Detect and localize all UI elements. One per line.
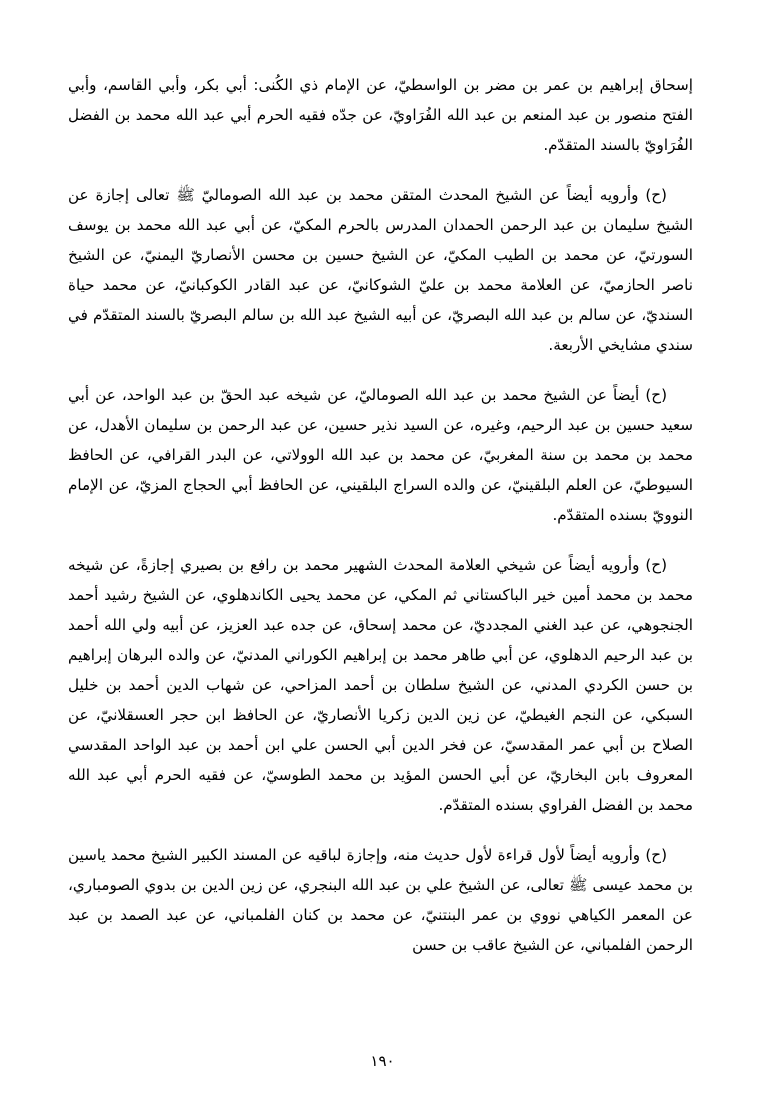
- page-body: [68, 70, 693, 960]
- paragraph-3: (ح) أيضاً عن الشيخ محمد بن عبد الله الصوماليّ، عن شيخه عبد الحقّ بن عبد الواحد، عن أبي سعيد حسين بن عبد الرحيم، وغيره، عن السيد نذير حسين، عن عبد الرحمن بن سليمان الأهدل، عن محمد بن محمد بن سنة المغربيّ، عن محمد بن عبد الله الوولاتي، عن البدر القرافي، عن الحافظ السيوطيّ، عن العلم البلقينيّ، عن والده السراج البلقيني، عن الحافظ أبي الحجاج المزيّ، عن الإمام النوويّ بسنده المتقدّم.: [68, 386, 693, 524]
- paragraph-5: (ح) وأرويه أيضاً لأول قراءة لأول حديث منه، وإجازة لباقيه عن المسند الكبير الشيخ محمد ياسين بن محمد عيسى ﷺ تعالى، عن الشيخ علي بن عبد الله البنجري، عن زين الدين بن بدوي الصومباري، عن المعمر الكياهي نووي بن عمر البنتنيّ، عن محمد بن كنان الفلمباني، عن عبد الصمد بن عبد الرحمن الفلمباني، عن الشيخ عاقب بن حسن: [68, 846, 693, 954]
- paragraph-1: إسحاق إبراهيم بن عمر بن مضر بن الواسطيّ، عن الإمام ذي الكُنى: أبي بكر، وأبي القاسم، وأبي الفتح منصور بن عبد المنعم بن عبد الله الفُرَاويّ، عن جدّه فقيه الحرم أبي عبد الله محمد بن الفضل الفُرَاويّ بالسند المتقدّم.: [68, 76, 693, 154]
- page-number: ١٩٠: [370, 1052, 395, 1070]
- paragraph-4: (ح) وأرويه أيضاً عن شيخي العلامة المحدث الشهير محمد بن رافع بن بصيري إجازةً، عن شيخه محمد بن محمد أمين خير الباكستاني ثم المكي، عن محمد يحيى الكاندهلوي، عن الشيخ رشيد أحمد الجنجوهي، عن عبد الغني المجدديّ، عن محمد إسحاق، عن جده عبد العزيز، عن أبيه ولي الله أحمد بن عبد الرحيم الدهلوي، عن أبي طاهر محمد بن إبراهيم الكوراني المدنيّ، عن والده البرهان إبراهيم بن حسن الكردي المدني، عن الشيخ سلطان بن أحمد المزاحي، عن شهاب الدين أحمد بن خليل السبكي، عن النجم الغيطيّ، عن زين الدين زكريا الأنصاريّ، عن الحافظ ابن حجر العسقلانيّ، عن الصلاح بن أبي عمر المقدسيّ، عن فخر الدين أبي الحسن علي ابن أحمد بن عبد الواحد المقدسي المعروف بابن البخاريّ، عن أبي الحسن المؤيد بن محمد الطوسيّ، عن فقيه الحرم أبي عبد الله محمد بن الفضل الفراوي بسنده المتقدّم.: [68, 556, 693, 814]
- paragraph-2: (ح) وأرويه أيضاً عن الشيخ المحدث المتقن محمد بن عبد الله الصوماليّ ﷺ تعالى إجازة عن الشيخ سليمان بن عبد الرحمن الحمدان المدرس بالحرم المكيّ، عن أبي عبد الله محمد بن يوسف السورتيّ، عن محمد بن الطيب المكيّ، عن الشيخ حسين بن محسن الأنصاريّ اليمنيّ، عن الشيخ ناصر الحازميّ، عن العلامة محمد بن عليّ الشوكانيّ، عن عبد القادر الكوكبانيّ، عن محمد حياة السنديّ، عن سالم بن عبد الله البصريّ، عن أبيه الشيخ عبد الله بن سالم البصريّ بالسند المتقدّم في سندي مشايخي الأربعة.: [68, 186, 693, 354]
